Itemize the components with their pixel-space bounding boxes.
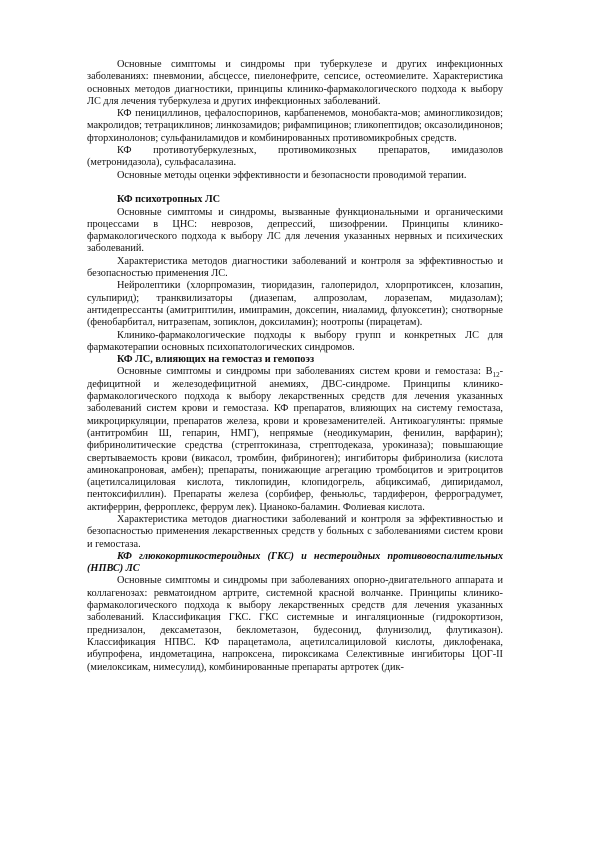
cns-symptoms-paragraph: Основные симптомы и синдромы, вызванные функциональными и органическими процессами в ЦНС: неврозов, депрессий, шизофрении. Принципы клинико-фармакологического подхода к выбору ЛС для лечения указанных нервных и психических заболеваний. (87, 206, 503, 255)
vitamin-subscript: 12 (492, 371, 500, 380)
therapy-evaluation-paragraph: Основные методы оценки эффективности и безопасности проводимой терапии. (117, 169, 467, 181)
blood-diseases-text-rest: -дефицитной и железодефицитной анемиях, ДВС-синдроме. Принципы клинико-фармакологического подхода к выбору лекарственных средств для лечения указанных заболеваний систем крови и гемостаза. КФ препаратов, влияющих на систему гемостаза, микроциркуляции, препаратов железа, крови и кровезаменителей. Антикоагулянты: прямые (антитромбин Ш, гепарин, НМГ), непрямые (неодикумарин, фенилин, варфарин); фибринолитические средства (стрептокиназа, стрептодеказа, урокиназа); повышающие свертываемость крови (викасол, тромбин, фибриноген); ингибиторы фибринолиза (кислота аминокапроновая, амбен); препараты, понижающие агрегацию тромбоцитов и эритроцитов (ацетилсалициловая кислота, тиклопидин, клопидогрель, абциксимаб, дипиридамол, пентоксифиллин). Препараты железа (сорбифер, феньюльс, тардиферон, ферроградумет, актиферрин, ферроплекс, феррум лек). Цианоко-баламин. Фолиевая кислота. (87, 366, 503, 513)
neuroleptics-paragraph: Нейролептики (хлорпромазин, тиоридазин, галоперидол, хлорпротиксен, клозапин, сульпирид); транквилизаторы (диазепам, алпрозолам, лоразепам, мидазолам); антидепрессанты (амитриптилин, имипрамин, доксепин, ниаламид, флуоксетин); снотворные (фенобарбитал, нитразепам, зопиклон, доксиламин); ноотропы (пирацетам). (87, 280, 503, 329)
blood-diseases-text-start: Основные симптомы и синдромы при заболеваниях систем крови и гемостаза: В (117, 366, 493, 378)
section-spacer (87, 182, 503, 194)
psychotropic-heading: КФ психотропных ЛС (117, 194, 221, 206)
infection-symptoms-paragraph: Основные симптомы и синдромы при туберкулезе и других инфекционных заболеваниях: пневмонии, абсцессе, пиелонефрите, сепсисе, остеомиелите. Характеристика основных методов диагностики, принципы клинико-фармакологического подхода к выбору ЛС для лечения туберкулеза и других инфекционных заболеваний. (87, 59, 503, 107)
gcs-nsaid-heading: КФ глюкокортикостероидных (ГКС) и нестероидных противовоспалительных (НПВС) ЛС (87, 550, 503, 575)
hemostasis-diagnostics-paragraph: Характеристика методов диагностики заболеваний и контроля за эффективностью и безопасностью применения лекарственных средств у больных с заболеваниями систем крови и гемостаза. (87, 513, 503, 550)
diagnostics-paragraph: Характеристика методов диагностики заболеваний и контроля за эффективностью и безопасностью применения ЛС. (87, 255, 503, 280)
psychopharmacotherapy-paragraph: Клинико-фармакологические подходы к выбору групп и конкретных ЛС для фармакотерапии основных психопатологических синдромов. (87, 329, 503, 353)
blood-diseases-paragraph (87, 366, 503, 514)
hemostasis-heading: КФ ЛС, влияющих на гемостаз и гемопоэз (117, 354, 315, 366)
antituberculosis-paragraph: КФ противотуберкулезных, противомикозных препаратов, имидазолов (метронидазола), сульфасалазина. (87, 145, 503, 169)
antibiotics-paragraph: КФ пенициллинов, цефалоспоринов, карбапенемов, монобакта-мов; аминогликозидов; макролидов; тетрациклинов; линкозамидов; рифампицинов; гликопептидов; оксазолидинонов; фторхинолонов; сульфаниламидов и комбинированных противомикробных средств. (87, 108, 503, 144)
musculoskeletal-paragraph: Основные симптомы и синдромы при заболеваниях опорно-двигательного аппарата и коллагенозах: ревматоидном артрите, системной красной волчанке. Принципы клинико-фармакологического подхода к выбору лекарственных средств для лечения указанных заболеваний. Классификация ГКС. ГКС системные и ингаляционные (гидрокортизон, преднизалон, дексаметазон, беклометазон, будесонид, флунизолид, флутиказон). Классификация НПВС. КФ парацетамола, ацетилсалициловой кислоты, диклофенака, ибупрофена, индометацина, напроксена, пироксикама Селективные ингибиторы ЦОГ-II (миелоксикам, нимесулид), комбинированные препараты артротек (дик- (87, 575, 503, 673)
